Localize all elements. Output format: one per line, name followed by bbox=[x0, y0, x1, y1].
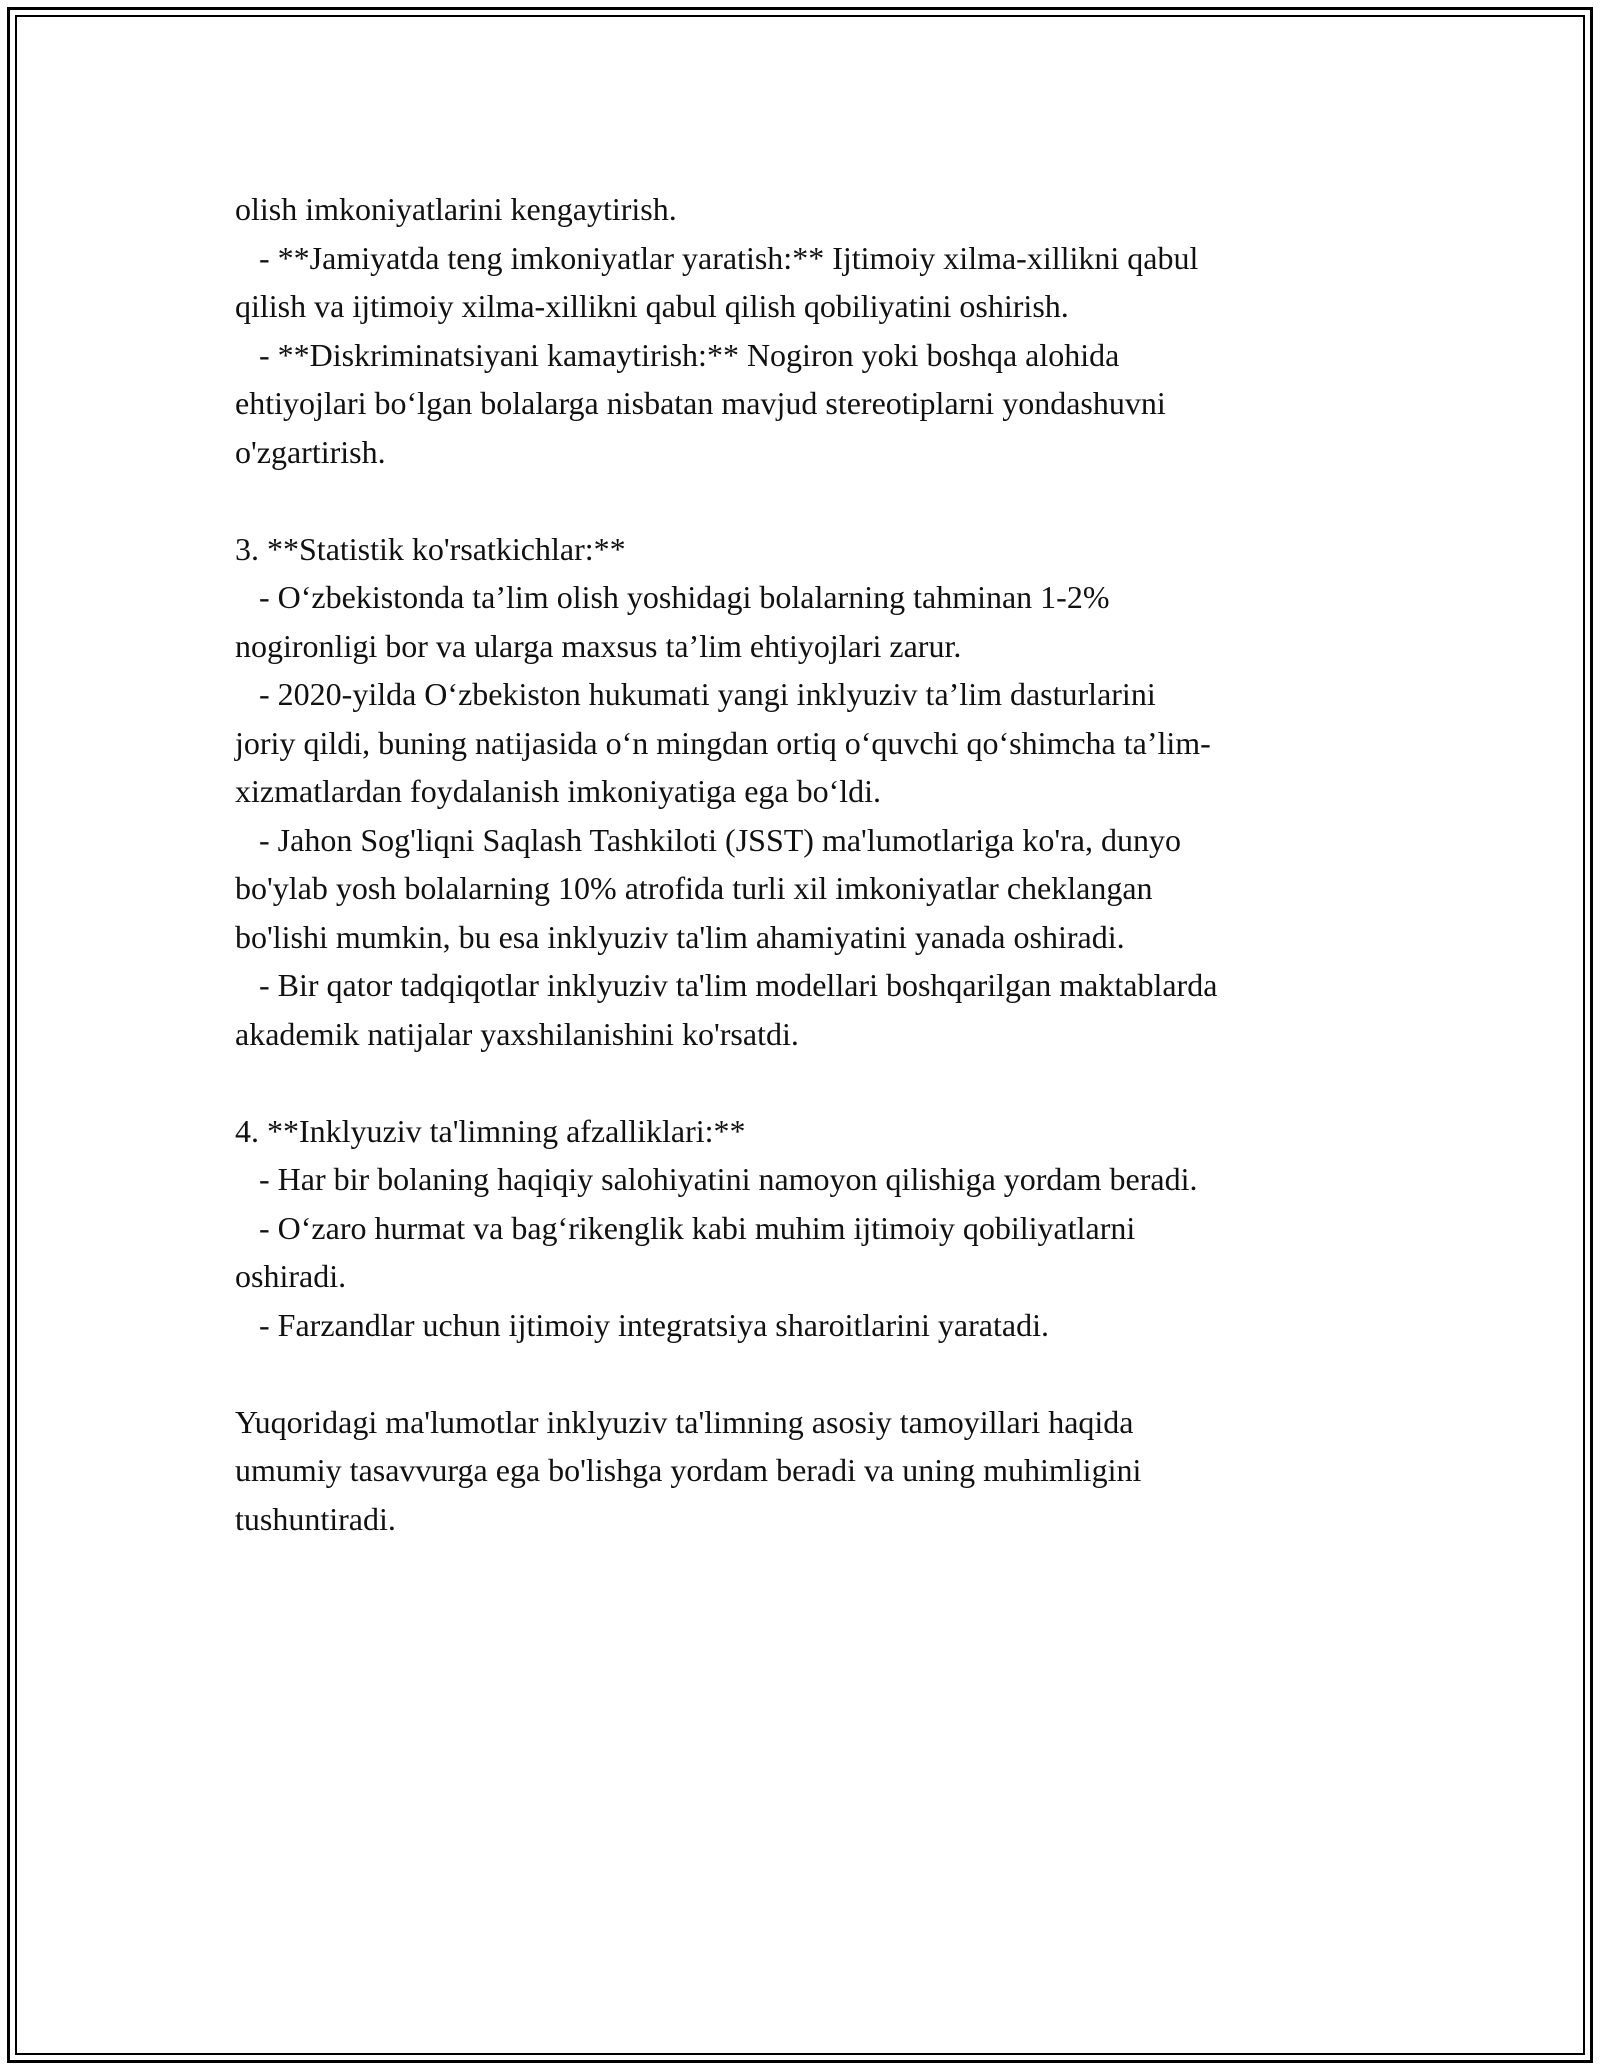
text-line: joriy qildi, buning natijasida oʻn mingdan ortiq oʻquvchi qoʻshimcha taʼlim- bbox=[235, 724, 1211, 761]
text-line: - Oʻzbekistonda taʼlim olish yoshidagi bolalarning tahminan 1-2% bbox=[235, 579, 1110, 615]
conclusion-line: Yuqoridagi ma'lumotlar inklyuziv ta'limning asosiy tamoyillari haqida bbox=[235, 1403, 1134, 1440]
text-line: - **Diskriminatsiyani kamaytirish:** Nogiron yoki boshqa alohida bbox=[235, 336, 1120, 373]
paragraph-spacer bbox=[235, 476, 1375, 525]
text-line: qilish va ijtimoiy xilma-xillikni qabul qilish qobiliyatini oshirish. bbox=[235, 288, 1069, 324]
text-line: xizmatlardan foydalanish imkoniyatiga ega boʻldi. bbox=[235, 773, 882, 809]
text-line: - Bir qator tadqiqotlar inklyuziv ta'lim modellari boshqarilgan maktablarda bbox=[235, 967, 1218, 1003]
text-line: - Jahon Sog'liqni Saqlash Tashkiloti (JSST) ma'lumotlariga ko'ra, dunyo bbox=[235, 821, 1181, 858]
conclusion-line: tushuntiradi. bbox=[235, 1500, 396, 1537]
conclusion-line: umumiy tasavvurga ega bo'lishga yordam beradi va uning muhimligini bbox=[235, 1452, 1142, 1488]
text-line: - **Jamiyatda teng imkoniyatlar yaratish:** Ijtimoiy xilma-xillikni qabul bbox=[235, 239, 1199, 276]
paragraph-spacer bbox=[235, 1349, 1375, 1398]
text-line: o'zgartirish. bbox=[235, 433, 386, 470]
text-line: - Farzandlar uchun ijtimoiy integratsiya sharoitlarini yaratadi. bbox=[235, 1306, 1049, 1343]
text-line: akademik natijalar yaxshilanishini ko'rsatdi. bbox=[235, 1015, 799, 1052]
text-line: - Har bir bolaning haqiqiy salohiyatini namoyon qilishiga yordam beradi. bbox=[235, 1161, 1198, 1197]
paragraph-spacer bbox=[235, 1058, 1375, 1107]
text-line: nogironligi bor va ularga maxsus taʼlim ehtiyojlari zarur. bbox=[235, 627, 962, 664]
document-body bbox=[235, 185, 1375, 1543]
text-line: olish imkoniyatlarini kengaytirish. bbox=[235, 191, 677, 227]
text-line: bo'lishi mumkin, bu esa inklyuziv ta'lim ahamiyatini yanada oshiradi. bbox=[235, 918, 1125, 955]
text-line: oshiradi. bbox=[235, 1258, 347, 1294]
text-line: ehtiyojlari boʻlgan bolalarga nisbatan mavjud stereotiplarni yondashuvni bbox=[235, 385, 1166, 421]
section-heading-advantages: 4. **Inklyuziv ta'limning afzalliklari:** bbox=[235, 1112, 746, 1149]
section-heading-statistics: 3. **Statistik ko'rsatkichlar:** bbox=[235, 530, 626, 567]
text-line: - 2020-yilda Oʻzbekiston hukumati yangi inklyuziv taʼlim dasturlarini bbox=[235, 676, 1156, 712]
text-line: - Oʻzaro hurmat va bagʻrikenglik kabi muhim ijtimoiy qobiliyatlarni bbox=[235, 1209, 1136, 1246]
text-line: bo'ylab yosh bolalarning 10% atrofida turli xil imkoniyatlar cheklangan bbox=[235, 870, 1153, 906]
